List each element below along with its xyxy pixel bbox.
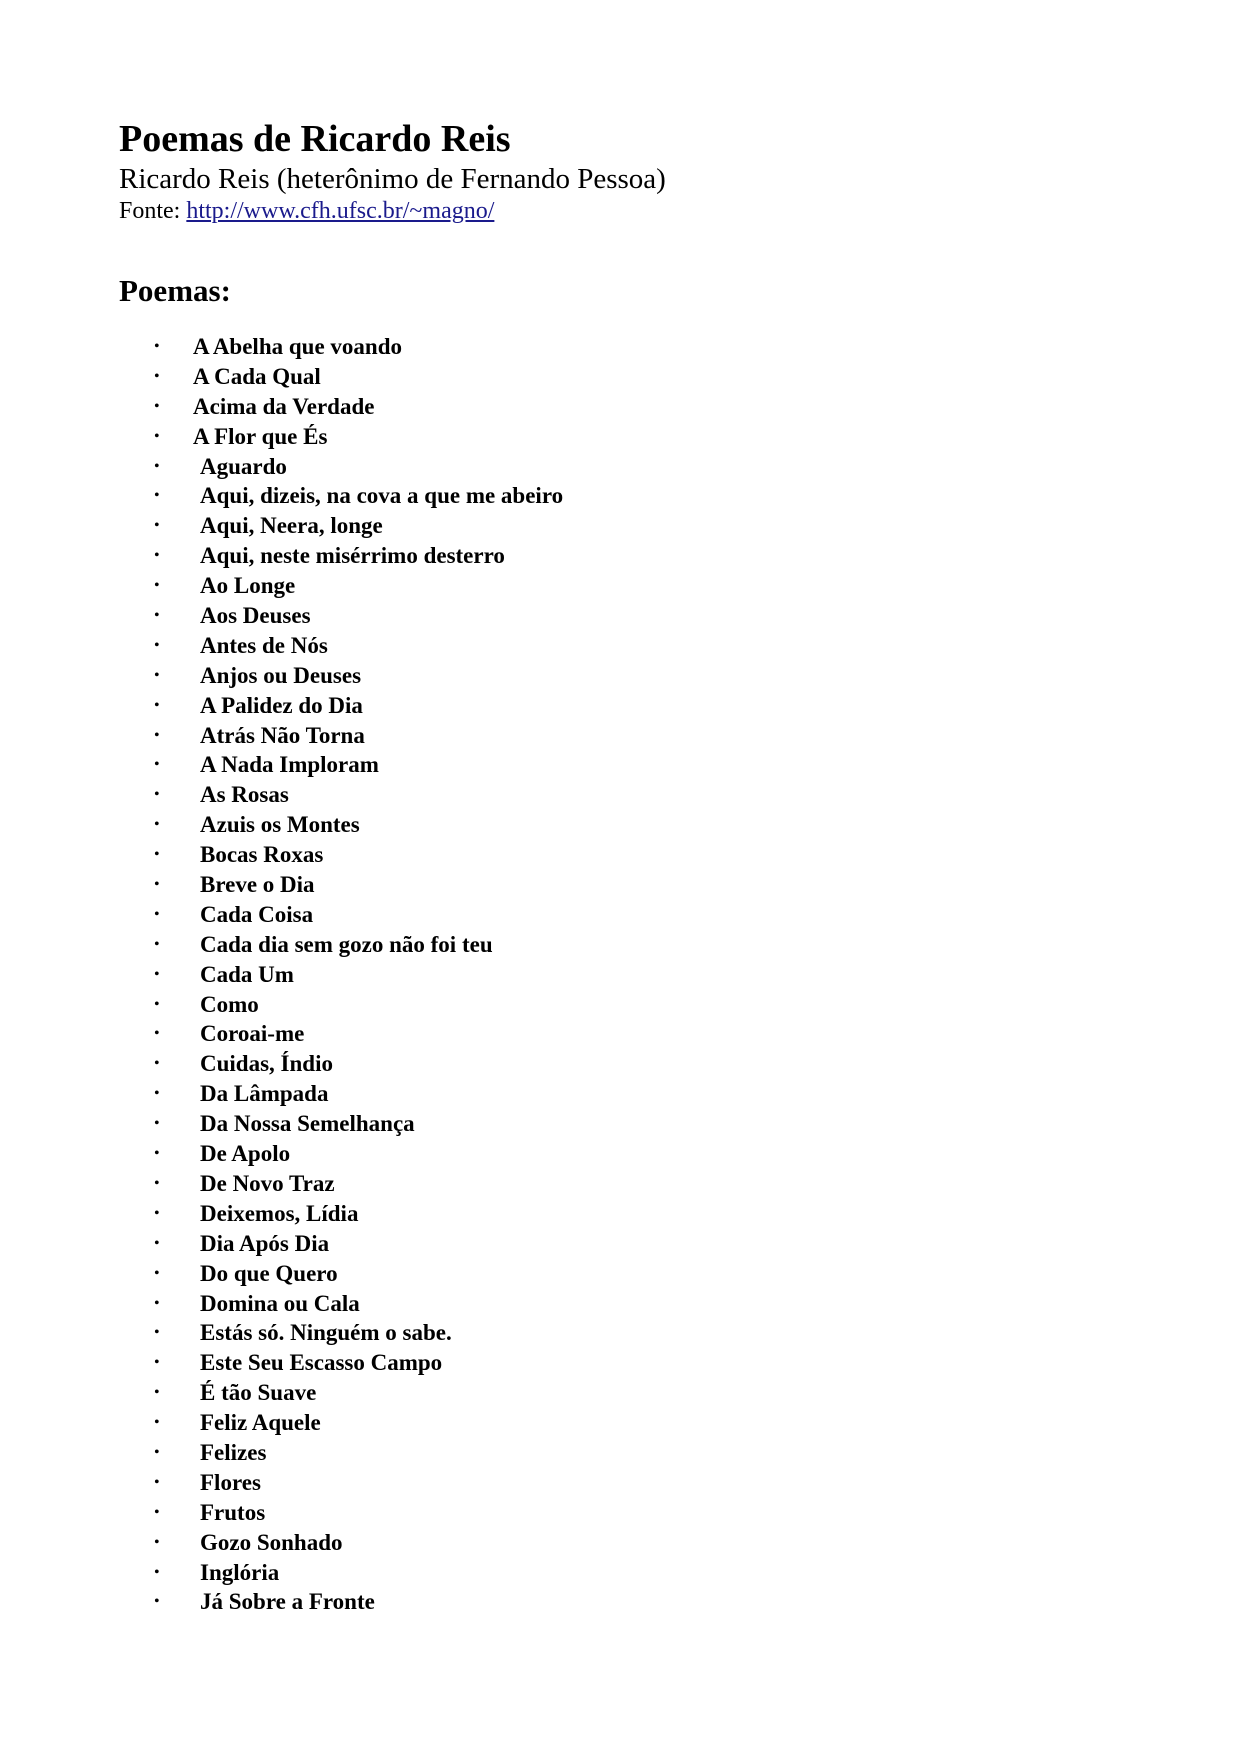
bullet-icon: • bbox=[154, 1414, 160, 1432]
poem-title: Breve o Dia bbox=[200, 872, 315, 898]
bullet-icon: • bbox=[154, 547, 160, 565]
bullet-icon: • bbox=[154, 1174, 160, 1192]
poem-title: Aguardo bbox=[200, 453, 287, 479]
bullet-icon: • bbox=[154, 1204, 160, 1222]
poem-title: A Abelha que voando bbox=[193, 334, 402, 359]
bullet-icon: • bbox=[154, 1443, 160, 1461]
poem-title: Aqui, dizeis, na cova a que me abeiro bbox=[200, 483, 564, 509]
source-label: Fonte: bbox=[119, 198, 187, 224]
bullet-icon: • bbox=[154, 846, 160, 864]
poem-title: A Flor que És bbox=[193, 423, 328, 449]
poem-title: A Nada Imploram bbox=[200, 752, 379, 778]
bullet-icon: • bbox=[154, 1593, 160, 1611]
bullet-icon: • bbox=[154, 1115, 160, 1133]
bullet-icon: • bbox=[154, 756, 160, 774]
bullet-icon: • bbox=[154, 1473, 160, 1491]
bullet-icon: • bbox=[154, 457, 160, 475]
poem-title: Bocas Roxas bbox=[200, 842, 324, 868]
poem-title: Estás só. Ninguém o sabe. bbox=[200, 1320, 452, 1346]
poem-title: Feliz Aquele bbox=[200, 1410, 321, 1436]
poem-title: Deixemos, Lídia bbox=[200, 1200, 359, 1226]
bullet-icon: • bbox=[154, 397, 160, 415]
poem-title: Atrás Não Torna bbox=[200, 722, 365, 748]
bullet-icon: • bbox=[154, 1234, 160, 1252]
poem-title: Ao Longe bbox=[200, 573, 296, 599]
bullet-icon: • bbox=[154, 636, 160, 654]
bullet-icon: • bbox=[154, 905, 160, 923]
bullet-icon: • bbox=[154, 935, 160, 953]
bullet-icon: • bbox=[154, 786, 160, 804]
bullet-icon: • bbox=[154, 1085, 160, 1103]
poem-title: Aqui, neste misérrimo desterro bbox=[200, 543, 505, 569]
poem-title: Acima da Verdade bbox=[193, 393, 375, 419]
poem-title: De Apolo bbox=[200, 1141, 291, 1167]
bullet-icon: • bbox=[154, 1324, 160, 1342]
bullet-icon: • bbox=[154, 367, 160, 385]
poem-title: A Cada Qual bbox=[193, 363, 321, 389]
bullet-icon: • bbox=[154, 427, 160, 445]
bullet-icon: • bbox=[154, 1025, 160, 1043]
poem-title: Antes de Nós bbox=[200, 632, 328, 658]
poem-title: Cada Coisa bbox=[200, 901, 314, 927]
bullet-icon: • bbox=[154, 666, 160, 684]
bullet-icon: • bbox=[154, 1503, 160, 1521]
bullet-icon: • bbox=[154, 696, 160, 714]
bullet-icon: • bbox=[154, 517, 160, 535]
bullet-icon: • bbox=[154, 1294, 160, 1312]
poem-title: Dia Após Dia bbox=[200, 1230, 330, 1256]
bullet-icon: • bbox=[154, 577, 160, 595]
source-link[interactable]: http://www.cfh.ufsc.br/~magno/ bbox=[186, 198, 495, 224]
poem-title: Coroai-me bbox=[200, 1021, 305, 1047]
bullet-icon: • bbox=[154, 1563, 160, 1581]
poem-title: Cuidas, Índio bbox=[200, 1051, 333, 1077]
document-subtitle: Ricardo Reis (heterônimo de Fernando Pessoa) bbox=[119, 163, 666, 195]
poem-title: Este Seu Escasso Campo bbox=[200, 1350, 443, 1376]
poem-title: Da Lâmpada bbox=[200, 1081, 329, 1107]
section-heading: Poemas: bbox=[119, 273, 231, 308]
poem-title: Do que Quero bbox=[200, 1260, 338, 1286]
document-title: Poemas de Ricardo Reis bbox=[119, 118, 511, 160]
bullet-icon: • bbox=[154, 338, 160, 355]
poem-title: Aqui, Neera, longe bbox=[200, 513, 383, 539]
bullet-icon: • bbox=[154, 487, 160, 505]
poem-title: Gozo Sonhado bbox=[200, 1529, 343, 1555]
bullet-icon: • bbox=[154, 1533, 160, 1551]
bullet-icon: • bbox=[154, 1354, 160, 1372]
poem-title: Inglória bbox=[200, 1559, 280, 1585]
bullet-icon: • bbox=[154, 726, 160, 744]
bullet-icon: • bbox=[154, 876, 160, 894]
bullet-icon: • bbox=[154, 995, 160, 1013]
poem-title: Domina ou Cala bbox=[200, 1290, 360, 1316]
bullet-icon: • bbox=[154, 816, 160, 834]
poem-title: Aos Deuses bbox=[200, 603, 311, 629]
poem-title: A Palidez do Dia bbox=[200, 692, 363, 718]
poem-title: Como bbox=[200, 991, 259, 1017]
poem-title: Felizes bbox=[200, 1439, 267, 1465]
poem-title: Cada Um bbox=[200, 961, 294, 987]
poem-title: Cada dia sem gozo não foi teu bbox=[200, 931, 493, 957]
bullet-icon: • bbox=[154, 607, 160, 625]
poem-title: Frutos bbox=[200, 1499, 266, 1525]
bullet-icon: • bbox=[154, 965, 160, 983]
bullet-icon: • bbox=[154, 1384, 160, 1402]
poem-title: Flores bbox=[200, 1469, 261, 1495]
source-line bbox=[119, 196, 494, 226]
poem-title: As Rosas bbox=[200, 782, 289, 808]
poem-title: Azuis os Montes bbox=[200, 812, 360, 838]
poem-title: Da Nossa Semelhança bbox=[200, 1111, 415, 1137]
poem-title: Já Sobre a Fronte bbox=[200, 1589, 375, 1615]
bullet-icon: • bbox=[154, 1055, 160, 1073]
poem-title: É tão Suave bbox=[200, 1380, 317, 1406]
poem-title: De Novo Traz bbox=[200, 1170, 335, 1196]
bullet-icon: • bbox=[154, 1145, 160, 1163]
poem-title: Anjos ou Deuses bbox=[200, 662, 362, 688]
bullet-icon: • bbox=[154, 1264, 160, 1282]
